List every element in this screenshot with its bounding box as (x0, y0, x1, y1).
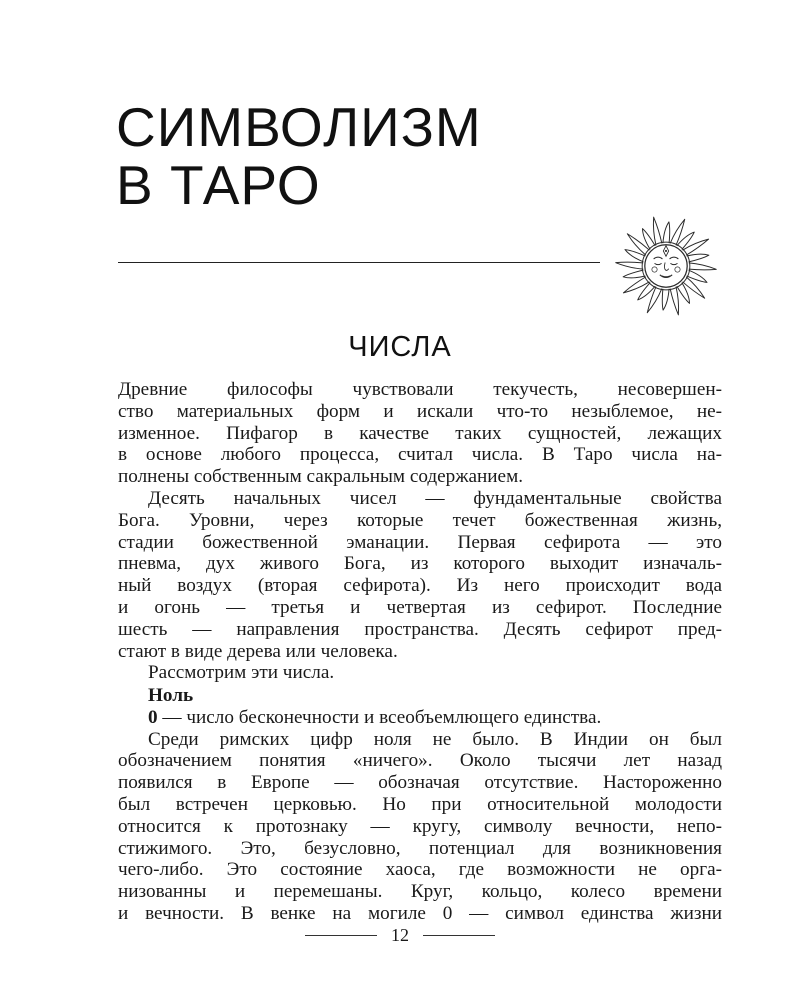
text-line: Среди римских цифр ноля не было. В Индии он был (148, 728, 722, 750)
text-line: стижимого. Это, безусловно, потенциал для возникновения (118, 837, 722, 859)
sun-ray (627, 234, 649, 255)
zero-section (118, 685, 722, 925)
chapter-title (116, 98, 482, 214)
intro-paragraph (118, 379, 722, 488)
text-line: изменное. Пифагор в качестве таких сущностей, лежащих (118, 422, 722, 444)
sun-ray (663, 222, 670, 243)
footer-rule-right (423, 935, 495, 936)
text-line: пневма, дух живого Бога, из которого выходит изначаль- (118, 553, 722, 575)
sun-ray (662, 289, 669, 310)
sun-ray (670, 287, 678, 315)
chapter-title-line-2: В ТАРО (116, 154, 321, 216)
text-line: и вечности. В венке на могиле 0 — символ единства жизни (118, 902, 722, 924)
page-footer (0, 925, 800, 946)
sun-face-icon (613, 213, 719, 319)
text-line: относится к протознаку — кругу, символу вечности, непо- (118, 815, 722, 837)
zero-definition-text: — число бесконечности и всеобъемлющего единства. (157, 706, 602, 728)
text-line: в основе любого процесса, считал числа. В Таро числа на- (118, 444, 722, 466)
sun-ray (683, 239, 709, 255)
sun-ray (683, 277, 705, 298)
text-line: и огонь — третья и четвертая из сефирот. Последние (118, 596, 722, 618)
text-line: Бога. Уровни, через которые течет божественная жизнь, (118, 509, 722, 531)
text-line: низованны и перемешаны. Круг, кольцо, колесо времени (118, 881, 722, 903)
text-line: обозначением понятия «ничего». Около тысячи лет назад (118, 750, 722, 772)
sun-ray (687, 254, 709, 262)
title-divider (118, 262, 600, 263)
text-line: чего-либо. Это состояние хаоса, где возможности не орга- (118, 859, 722, 881)
text-line: полнены собственным сакральным содержанием. (118, 466, 524, 488)
zero-heading: Ноль (148, 685, 194, 706)
sun-ray (689, 263, 716, 270)
text-line: стают в виде дерева или человека. (118, 640, 398, 662)
footer-rule-left (305, 935, 377, 936)
page-number: 12 (391, 925, 409, 945)
zero-definition (118, 707, 722, 729)
text-line: ство материальных форм и искали что-то незыблемое, не- (118, 400, 722, 422)
zero-numeral: 0 (148, 706, 158, 728)
text-line: Древние философы чувствовали текучесть, несовершен- (118, 379, 722, 400)
text-line: был встречен церковью. Но при относительной молодости (118, 793, 722, 815)
text-line: Рассмотрим эти числа. (148, 662, 335, 683)
chapter-title-line-1: СИМВОЛИЗМ (116, 96, 482, 158)
text-line: ный воздух (вторая сефирота). Из него происходит вода (118, 575, 722, 597)
sun-ray (653, 217, 661, 245)
sun-ray (647, 287, 662, 313)
text-line: появился в Европе — обозначая отсутствие. Настороженно (118, 772, 722, 794)
consider-paragraph (118, 662, 722, 684)
sun-ray (623, 277, 649, 293)
text-line: шесть — направления пространства. Десять сефирот пред- (118, 618, 722, 640)
text-line: Десять начальных чисел — фундаментальные свойства (148, 488, 722, 509)
sun-ray (623, 270, 645, 278)
text-line: стадии божественной эманации. Первая сефирота — это (118, 531, 722, 553)
sefirot-paragraph (118, 488, 722, 662)
section-heading: ЧИСЛА (348, 331, 452, 363)
sun-ray (670, 219, 685, 245)
sun-ray (616, 262, 643, 269)
